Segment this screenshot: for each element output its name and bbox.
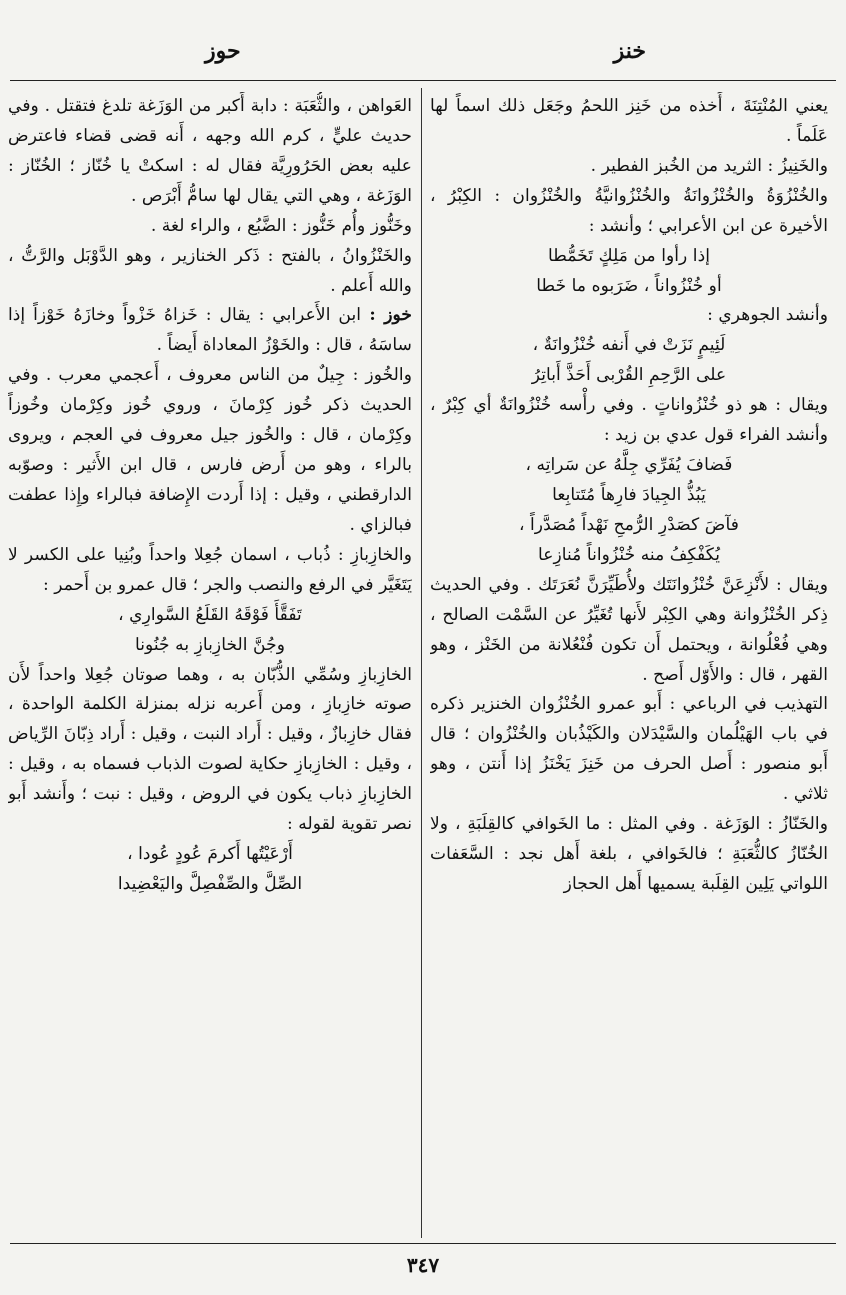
entry-paragraph: [8, 361, 412, 541]
entry-text: فآضَ كصَدْرِ الرُّمحِ نَهْداً مُصَدَّراً ،: [518, 514, 739, 535]
entry-paragraph: [8, 661, 412, 841]
verse-line: [430, 481, 828, 511]
entry-paragraph: [430, 152, 828, 182]
entry-text: والخَنِيزُ : الثريد من الخُبز الفطير .: [590, 155, 828, 176]
verse-line: [430, 361, 828, 391]
entry-text: يَبُذُّ الجِيادَ فارِهاً مُتَتابِعا: [552, 484, 706, 505]
entry-text: وخَنُّوز وأُم خَنُّوز : الضَّبُع ، والراء لغة .: [150, 215, 412, 236]
bottom-rule: [10, 1243, 836, 1244]
entry-text: على الرَّحِمِ القُرْبى أَحَذَّ أَباتِرُ: [531, 365, 727, 386]
entry-text: تَفَقَّأَ فَوْقَهُ القَلَعُ السَّوارِي ،: [118, 604, 302, 625]
header-entry-right: خنز: [613, 38, 646, 64]
entry-paragraph: [8, 301, 412, 361]
entry-text: أَرْعَيْتُها أَكرمَ عُودٍ عُودا ،: [127, 844, 293, 865]
column-divider: [421, 88, 422, 1238]
verse-line: [430, 541, 828, 571]
entry-paragraph: [8, 242, 412, 302]
entry-paragraph: [8, 541, 412, 601]
entry-text: الصِّلَّ والصِّفْصِلَّ واليَعْضِيدا: [117, 873, 303, 894]
entry-paragraph: [430, 391, 828, 451]
entry-paragraph: [430, 690, 828, 810]
entry-paragraph: [430, 301, 828, 331]
entry-paragraph: [430, 182, 828, 242]
entry-text: ويقال : هو ذو خُنْزُواناتٍ . وفي رأْسه خُنْزُوانَةٌ أي كِبْرٌ ، وأنشد الفراء قول عدي بن زيد :: [430, 395, 828, 446]
verse-line: [430, 331, 828, 361]
entry-text: إذا رأوا من مَلِكٍ تَخَمُّطا: [547, 245, 711, 266]
entry-paragraph: [430, 92, 828, 152]
entry-headword: خوز :: [361, 305, 412, 326]
verse-line: [8, 870, 412, 900]
page-number: ٣٤٧: [406, 1253, 440, 1277]
entry-text: والخازِبازِ : ذُباب ، اسمان جُعِلا واحداً وبُنِيا على الكسر لا يَتَغَيَّر في الرفع والنصب والجر ؛ قال عمرو بن أَحمر :: [8, 544, 412, 595]
verse-line: [430, 511, 828, 541]
entry-text: يعني المُنْتِنَةَ ، أَخذه من خَنِز اللحمُ وجَعَل ذلك اسماً لها عَلَماً .: [430, 96, 828, 146]
verse-line: [8, 601, 412, 631]
verse-line: [8, 631, 412, 661]
entry-text: الخازِبازِ وسُمِّي الذُّبّان به ، وهما صوتان جُعِلا واحداً لأَن صوته خازِبازِ ، ومن أَعربه نزله بمنزلة الكلمة الواحدة ، فقال خازِبازٌ ، وقيل : أَراد النبت ، وقيل : أَراد ذِبّانَ الرِّياض ، وقيل : الخازِبازِ حكاية لصوت الذباب فسماه به ، وقيل : الخازِبازِ ذباب يكون في الروض ، وقيل : نبت ؛ وأَنشد أَبو نصر تقوية لقوله :: [8, 664, 412, 835]
entry-text: ابن الأَعرابي : يقال : خَزاهُ خَزْواً وخازَهُ خَوْزاً إذا ساسَهُ ، قال : والخَوْزُ المعاداة أَيضاً .: [8, 305, 412, 356]
entry-text: لَئِيمٍ نَزَتْ في أَنفه خُنْزُوانَةٌ ،: [532, 335, 726, 356]
entry-paragraph: [430, 571, 828, 691]
entry-text: يُكَفْكِفُ منه خُنْزُواناً مُنازِعا: [537, 544, 721, 565]
right-column: [430, 92, 828, 1238]
verse-line: [430, 272, 828, 302]
entry-text: والخَنّازُ : الوَزَغة . وفي المثل : ما الخَوافي كالقِلَبَةِ ، ولا الخُنّازُ كالثُّعَبَةِ ؛ فالخَوافي ، بلغة أَهل نجد : السَّعَفات اللواتي يَلِين القِلَبة يسميها أَهل الحجاز: [430, 814, 828, 894]
header-entry-left: حوز: [205, 38, 241, 64]
entry-text: وأنشد الجوهري :: [707, 305, 828, 326]
entry-paragraph: [8, 212, 412, 242]
entry-text: العَواهن ، والثُّعَبَة : دابة أَكبر من الوَزَغة تلدغ فتقتل . وفي حديث عليٍّ ، كرم الله وجهه ، أَنه قضى قضاء فاعترض عليه بعض الحَرُورِيَّة فقال له : اسكتْ يا خُنّاز ؛ الخُنّاز : الوَزَغة ، وهي التي يقال لها سامُّ أَبْرَص .: [8, 96, 412, 206]
entry-text: والخَنْزُوانُ ، بالفتح : ذَكر الخنازير ، وهو الدَّوْبَل والرَّتُّ ، والله أَعلم .: [8, 245, 412, 296]
entry-paragraph: [8, 92, 412, 212]
entry-text: والخُوز : جِيلٌ من الناس معروف ، أَعجمي معرب . وفي الحديث ذكر خُوز كِرْمانَ ، وروي خُوز وكِرْمان وخُوزاً وكِرْمان ، قال : والخُوز جيل معروف في العجم ، ويروى بالراء ، وهو من أَرض فارس ، قال ابن الأَثير : وصوّبه الدارقطني ، وقيل : إذا أَردت الإِضافة فبالراء وإِذا عطفت فبالزاي .: [8, 365, 412, 535]
verse-line: [8, 840, 412, 870]
entry-text: فَضافَ يُفَرِّي جِلَّهُ عن سَراتِه ،: [525, 455, 733, 476]
entry-text: والخُنْزُوَةُ والخُنْزُوانَةُ والخُنْزُوانيَّةُ والخُنْزُوان : الكِبْرُ ، الأخيرة عن ابن الأعرابي ؛ وأنشد :: [430, 185, 828, 236]
entry-text: أو خُنْزُواناً ، ضَرَبوه ما خَطا: [536, 275, 722, 296]
verse-line: [430, 242, 828, 272]
verse-line: [430, 451, 828, 481]
left-column: [8, 92, 412, 1238]
entry-paragraph: [430, 810, 828, 900]
entry-text: التهذيب في الرباعي : أَبو عمرو الخُنْزُوان الخنزير ذكره في باب الهَيْلُمان والسَّيْدَلان والكَيْذُبان والخُنْزُوان ؛ قال أَبو منصور : أَصل الحرف من خَنِزَ يَخْنَزُ إذا أَنتن ، وهو ثلاثي .: [430, 694, 828, 805]
entry-text: وجُنَّ الخازِبازِ به جُنُونا: [134, 634, 286, 655]
top-rule: [10, 80, 836, 81]
entry-text: ويقال : لأَنْزِعَنَّ خُنْزُوانَتَك ولأُطَيِّرَنَّ نُعَرَتَك . وفي الحديث ذِكر الخُنْزُوانة وهي الكِبْر لأَنها تُغَيِّرُ عن السَّمْت الصالح ، وهي فُعْلُوانة ، ويحتمل أَن تكون فُنْعُلانة من الخَنْز ، وهو القهر ، قال : والأَوّل أَصح .: [430, 574, 828, 685]
